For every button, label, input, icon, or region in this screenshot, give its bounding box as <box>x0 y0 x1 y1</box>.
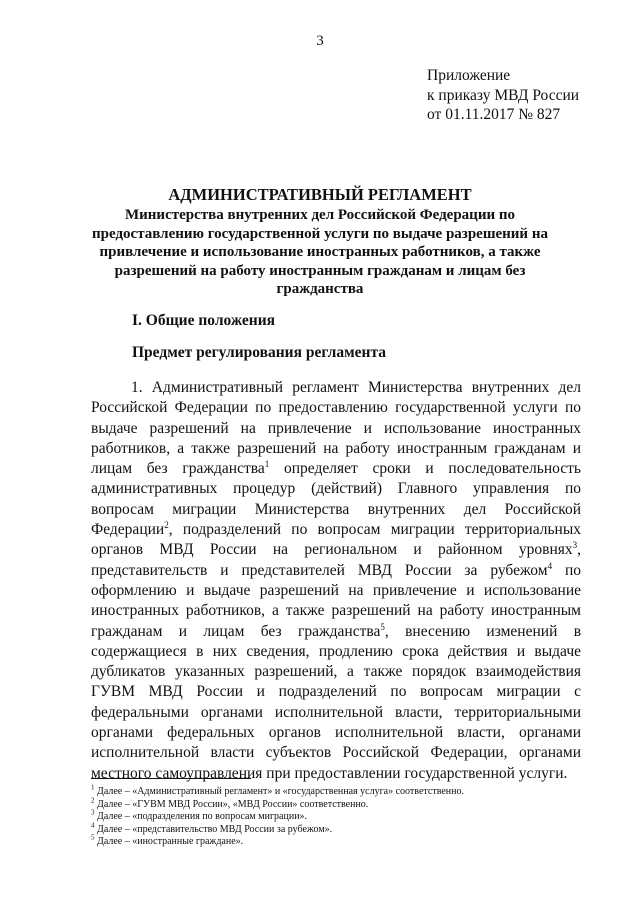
footnote-mark: 4 <box>91 821 95 830</box>
footnote-text: Далее – «ГУВМ МВД России», «МВД России» соответственно. <box>94 798 369 810</box>
appendix-line-3: от 01.11.2017 № 827 <box>427 106 561 123</box>
footnote-ref: 5 <box>380 621 385 632</box>
document-subtitle: Министерства внутренних дел Российской Федерации по предоставлению государственной услуги по выдаче разрешений на привлечение и использование иностранных работников, а также разрешений на работу иностранным гражданам и лицам без гражданства <box>92 207 548 297</box>
paragraph-text: , представительств и представителей МВД России за рубежом <box>91 541 581 579</box>
footnote <box>91 808 581 824</box>
footnote-divider <box>91 778 251 779</box>
paragraph-text: определяет сроки и последовательность административных процедур (действий) Главного управления по вопросам миграции Министерства внутренних дел Российской Федерации <box>91 460 581 539</box>
appendix-block <box>427 66 579 125</box>
footnote-mark: 1 <box>91 783 95 792</box>
footnote-text: Далее – «представительство МВД России за рубежом». <box>94 823 333 835</box>
paragraph-text: , внесению изменений в содержащиеся в них сведения, продлению срока действия и выдаче дубликатов указанных разрешений, а также порядок взаимодействия ГУВМ МВД России и подразделений по вопросам миграции с федеральными органами исполнительной власти, территориальными органами федеральных органов исполнительной власти, органами исполнительной власти субъектов Российской Федерации, органами местного самоуправления при предоставлении государственной услуги. <box>91 622 582 782</box>
footnote-ref: 1 <box>264 459 270 470</box>
footnote-mark: 5 <box>91 833 95 842</box>
footnote-text: Далее – «Административный регламент» и «государственная услуга» соответственно. <box>94 786 464 797</box>
footnote <box>91 821 581 837</box>
footnote-ref: 2 <box>164 519 169 530</box>
footnote-ref: 4 <box>547 560 553 571</box>
paragraph-text: по оформлению и выдаче разрешений на привлечение и использование иностранных работников, а также разрешений на работу иностранным гражданам и лицам без гражданства <box>91 561 581 640</box>
document-title-block <box>90 185 550 299</box>
footnote-mark: 3 <box>91 808 95 817</box>
footnote <box>91 796 581 812</box>
footnote-text: Далее – «иностранные граждане». <box>94 836 244 847</box>
footnote-ref: 3 <box>572 540 578 551</box>
footnote <box>91 833 581 849</box>
body-paragraph-1 <box>91 378 581 784</box>
appendix-line-2: к приказу МВД России <box>427 86 580 104</box>
footnotes <box>91 783 581 849</box>
paragraph-text: , подразделений по вопросам миграции территориальных органов МВД России на региональном и районном уровнях <box>91 521 581 559</box>
footnote-mark: 2 <box>91 796 95 805</box>
appendix-line-1: Приложение <box>427 67 511 84</box>
paragraph-text: 1. Административный регламент Министерства внутренних дел Российской Федерации по предоставлению государственной услуги по выдаче разрешений на привлечение и использование иностранных работников, а также разрешений на работу иностранным гражданам и лицам без гражданства <box>91 379 581 478</box>
page-number: 3 <box>316 33 324 49</box>
document-title: АДМИНИСТРАТИВНЫЙ РЕГЛАМЕНТ <box>168 185 472 204</box>
subsection-heading: Предмет регулирования регламента <box>132 344 386 361</box>
section-heading: I. Общие положения <box>132 312 276 329</box>
footnote <box>91 783 581 799</box>
footnote-text: Далее – «подразделения по вопросам миграции». <box>94 811 308 822</box>
